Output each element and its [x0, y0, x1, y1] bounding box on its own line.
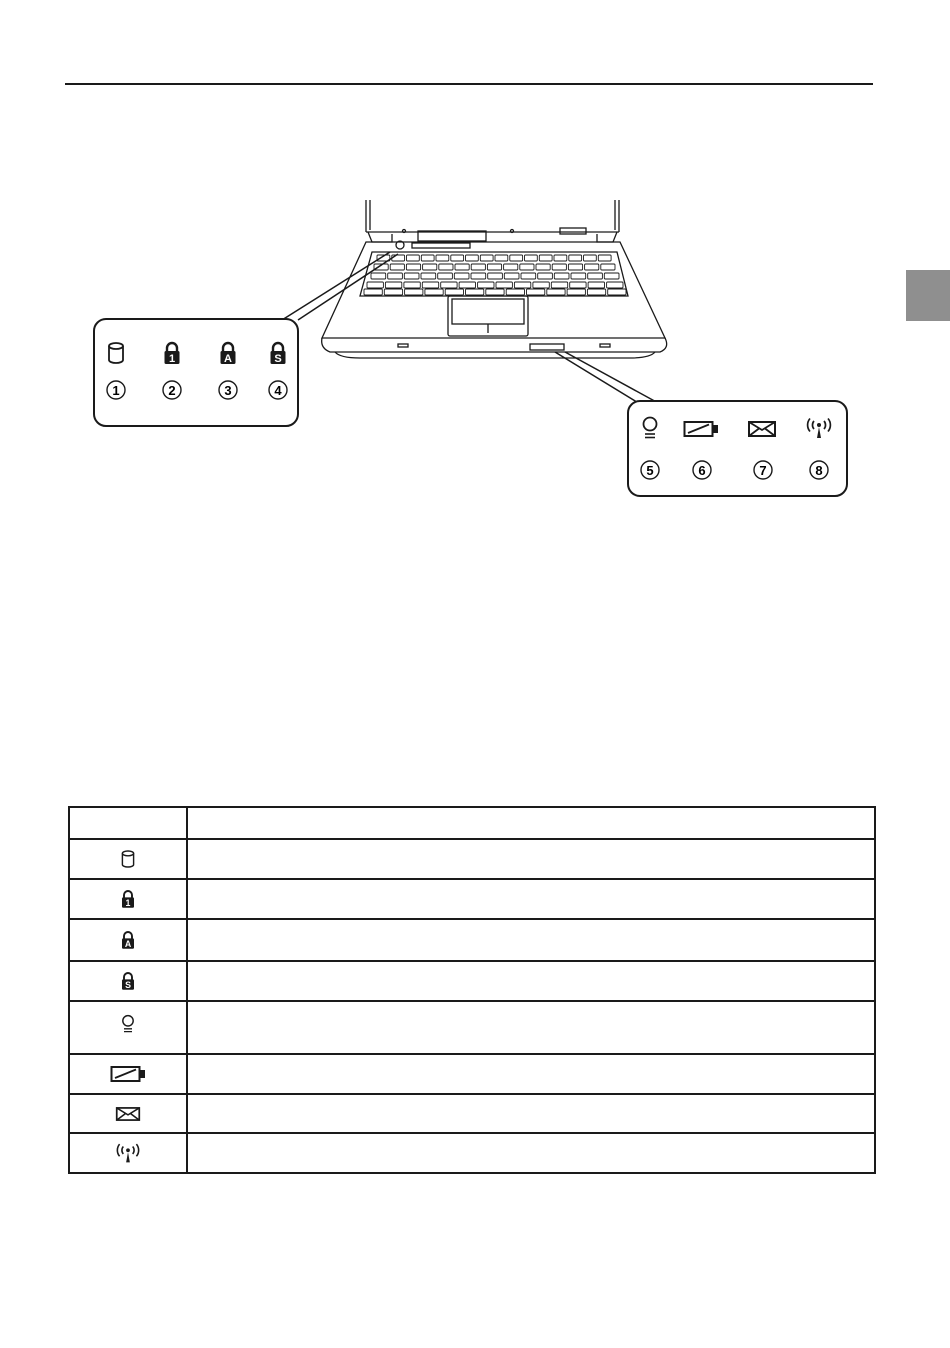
- indicator-legend-table: [68, 806, 876, 1174]
- keyboard-key: [538, 273, 553, 279]
- keyboard-key: [466, 289, 484, 295]
- keyboard-key: [607, 282, 623, 288]
- wireless-icon: [114, 1142, 142, 1164]
- table-row: [69, 919, 875, 961]
- callout-number-4: 4: [274, 383, 282, 398]
- row-description: [187, 839, 875, 879]
- svg-text:A: A: [124, 939, 132, 950]
- keyboard-key: [486, 289, 504, 295]
- svg-text:1: 1: [125, 898, 131, 909]
- keyboard-key: [551, 282, 567, 288]
- row-description: [187, 1094, 875, 1133]
- keyboard-key: [568, 264, 582, 270]
- keyboard-key: [567, 289, 585, 295]
- keyboard-key: [504, 273, 519, 279]
- keyboard-key: [421, 255, 434, 261]
- row-description: [187, 1001, 875, 1054]
- keyboard-key: [441, 282, 457, 288]
- svg-text:1: 1: [168, 353, 176, 365]
- keyboard-key: [451, 255, 464, 261]
- keyboard-key: [404, 273, 419, 279]
- keyboard-key: [569, 255, 582, 261]
- keyboard-key: [459, 282, 475, 288]
- keyboard-key: [527, 289, 545, 295]
- keyboard-key: [571, 273, 586, 279]
- mail-icon: [115, 1105, 141, 1123]
- keyboard-key: [587, 289, 605, 295]
- hdd-icon: [120, 849, 136, 869]
- keyboard-key: [488, 273, 503, 279]
- right-callout: [628, 401, 847, 496]
- table-row: [69, 1133, 875, 1173]
- keyboard-key: [504, 264, 518, 270]
- left-leader-line: [282, 252, 390, 320]
- right-leader-line: [555, 352, 640, 404]
- table-row: [69, 961, 875, 1001]
- keyboard-key: [439, 264, 453, 270]
- callout-number-6: 6: [698, 463, 706, 478]
- keyboard-key: [364, 289, 382, 295]
- keyboard-key: [471, 273, 486, 279]
- callout-number-5: 5: [646, 463, 654, 478]
- keyboard-key: [525, 255, 538, 261]
- keyboard-key: [367, 282, 383, 288]
- callout-number-2: 2: [168, 383, 176, 398]
- keyboard-key: [608, 289, 626, 295]
- keyboard-key: [438, 273, 453, 279]
- keyboard-key: [584, 255, 597, 261]
- keyboard-key: [425, 289, 443, 295]
- keyboard-key: [552, 264, 566, 270]
- keyboard-key: [536, 264, 550, 270]
- callout-number-3: 3: [224, 383, 232, 398]
- keyboard-key: [480, 255, 493, 261]
- table-row: [69, 839, 875, 879]
- keyboard-key: [495, 255, 508, 261]
- keyboard-key: [588, 282, 604, 288]
- table-row: [69, 1054, 875, 1094]
- keyboard-key: [585, 264, 599, 270]
- keyboard-key: [371, 273, 386, 279]
- header-description-cell: [187, 807, 875, 839]
- keyboard-key: [510, 255, 523, 261]
- keyboard-key: [604, 273, 619, 279]
- keyboard-key: [436, 255, 449, 261]
- keyboard-key: [487, 264, 501, 270]
- svg-text:S: S: [274, 353, 282, 365]
- callout-number-8: 8: [815, 463, 823, 478]
- keyboard-key: [406, 264, 420, 270]
- keyboard-key: [496, 282, 512, 288]
- keyboard-key: [445, 289, 463, 295]
- keyboard-key: [533, 282, 549, 288]
- keyboard-key: [405, 289, 423, 295]
- keyboard-key: [539, 255, 552, 261]
- header-icon-cell: [69, 807, 187, 839]
- power-icon: [120, 1014, 136, 1034]
- laptop-indicator-figure: [0, 0, 950, 520]
- keyboard-key: [520, 264, 534, 270]
- keyboard-keys: [364, 255, 626, 295]
- keyboard-key: [388, 273, 403, 279]
- table-row: [69, 1094, 875, 1133]
- keyboard-key: [392, 255, 405, 261]
- keyboard-key: [423, 264, 437, 270]
- keyboard-key: [598, 255, 611, 261]
- row-description: [187, 1054, 875, 1094]
- row-description: [187, 879, 875, 919]
- keyboard-key: [547, 289, 565, 295]
- keyboard-key: [506, 289, 524, 295]
- keyboard-key: [601, 264, 615, 270]
- keyboard-key: [466, 255, 479, 261]
- keyboard-key: [404, 282, 420, 288]
- keyboard-key: [385, 282, 401, 288]
- keyboard-key: [554, 273, 569, 279]
- keyboard-key: [455, 264, 469, 270]
- battery-icon: [110, 1064, 146, 1084]
- num-lock-icon: [120, 889, 136, 909]
- keyboard-key: [384, 289, 402, 295]
- caps-lock-icon: [120, 930, 136, 950]
- table-row: [69, 1001, 875, 1054]
- keyboard-key: [478, 282, 494, 288]
- row-description: [187, 1133, 875, 1173]
- row-description: [187, 919, 875, 961]
- keyboard-key: [588, 273, 603, 279]
- left-callout: [94, 319, 298, 426]
- table-row: [69, 879, 875, 919]
- table-header-row: [69, 807, 875, 839]
- keyboard-key: [570, 282, 586, 288]
- right-leader-line-2: [565, 352, 660, 404]
- svg-text:S: S: [125, 980, 131, 991]
- callout-number-1: 1: [112, 383, 120, 398]
- row-description: [187, 961, 875, 1001]
- keyboard-key: [471, 264, 485, 270]
- keyboard-key: [454, 273, 469, 279]
- keyboard-key: [521, 273, 536, 279]
- keyboard-key: [422, 282, 438, 288]
- callout-number-7: 7: [759, 463, 767, 478]
- svg-text:A: A: [224, 353, 232, 365]
- keyboard-key: [514, 282, 530, 288]
- scroll-lock-icon: [120, 971, 136, 991]
- keyboard-key: [390, 264, 404, 270]
- keyboard-key: [421, 273, 436, 279]
- keyboard-key: [407, 255, 420, 261]
- keyboard-key: [554, 255, 567, 261]
